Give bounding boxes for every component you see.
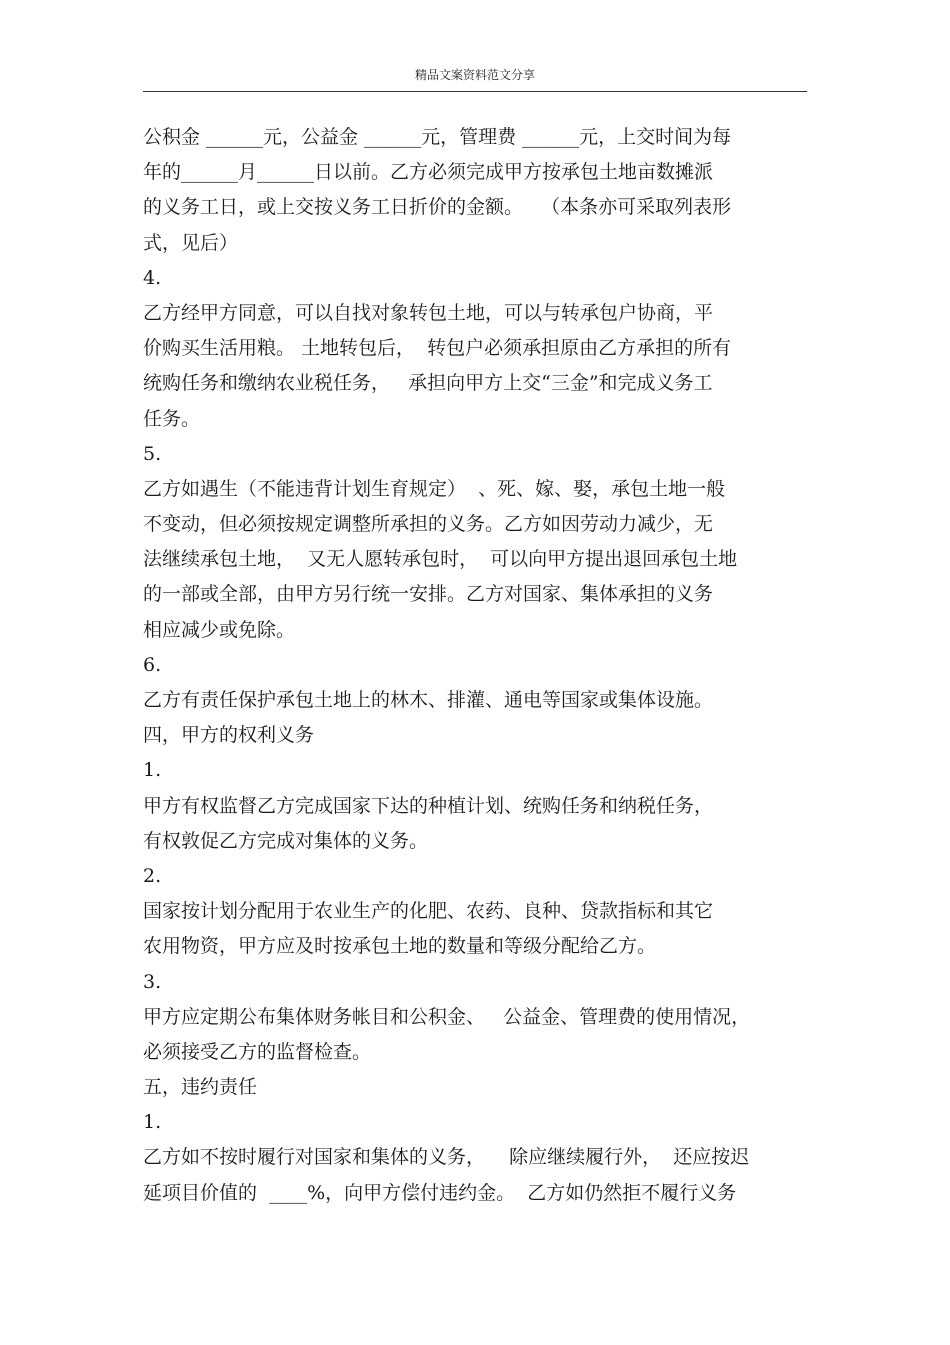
text-line: 的一部或全部，由甲方另行统一安排。乙方对国家、集体承担的义务 — [143, 583, 714, 606]
item-number: 1. — [143, 1111, 162, 1134]
text-line: 乙方如遇生（不能违背计划生育规定） 、死、嫁、娶，承包土地一般 — [143, 477, 726, 500]
text-line: 乙方经甲方同意，可以自找对象转包土地，可以与转承包户协商，平 — [143, 301, 714, 324]
text-line: 有权敦促乙方完成对集体的义务。 — [143, 829, 429, 852]
text-line: 法继续承包土地， 又无人愿转承包时， 可以向甲方提出退回承包土地 — [143, 548, 738, 571]
text-line: 统购任务和缴纳农业税任务， 承担向甲方上交“三金”和完成义务工 — [143, 372, 713, 395]
section-heading: 四，甲方的权利义务 — [143, 724, 315, 747]
text-line: 任务。 — [143, 407, 201, 430]
item-number: 3. — [143, 970, 162, 993]
text-line: 乙方如不按时履行对国家和集体的义务， 除应继续履行外， 还应按迟 — [143, 1146, 750, 1169]
text-line: 的义务工日，或上交按义务工日折价的金额。 （本条亦可采取列表形 — [143, 196, 732, 219]
text-line: 延项目价值的 ____%，向甲方偿付违约金。 乙方如仍然拒不履行义务 — [143, 1181, 737, 1204]
text-line: 不变动，但必须按规定调整所承担的义务。乙方如因劳动力减少，无 — [143, 513, 714, 536]
item-number: 5. — [143, 442, 162, 465]
text-line: 甲方有权监督乙方完成国家下达的种植计划、统购任务和纳税任务， — [143, 794, 714, 817]
text-line: 相应减少或免除。 — [143, 618, 296, 641]
item-number: 1. — [143, 759, 162, 782]
text-line: 农用物资，甲方应及时按承包土地的数量和等级分配给乙方。 — [143, 935, 657, 958]
text-line: 国家按计划分配用于农业生产的化肥、农药、良种、贷款指标和其它 — [143, 900, 714, 923]
text-line: 式，见后） — [143, 231, 239, 254]
item-number: 4. — [143, 266, 162, 289]
text-line: 价购买生活用粮。 土地转包后， 转包户必须承担原由乙方承担的所有 — [143, 337, 732, 360]
document-body — [143, 120, 807, 1211]
text-line: 乙方有责任保护承包土地上的林木、排灌、通电等国家或集体设施。 — [143, 689, 714, 711]
section-heading: 五，违约责任 — [143, 1076, 258, 1099]
item-number: 2. — [143, 864, 162, 887]
text-line: 甲方应定期公布集体财务帐目和公积金、 公益金、管理费的使用情况， — [143, 1005, 751, 1028]
page-header: 精品文案资料范文分享 — [414, 68, 535, 82]
text-line: 年的______月______日以前。乙方必须完成甲方按承包土地亩数摊派 — [143, 161, 714, 184]
text-line: 公积金 ______元，公益金 ______元，管理费 ______元，上交时间为每 — [143, 126, 732, 148]
item-number: 6. — [143, 653, 162, 676]
header-divider — [143, 91, 807, 92]
text-line: 必须接受乙方的监督检查。 — [143, 1040, 372, 1063]
